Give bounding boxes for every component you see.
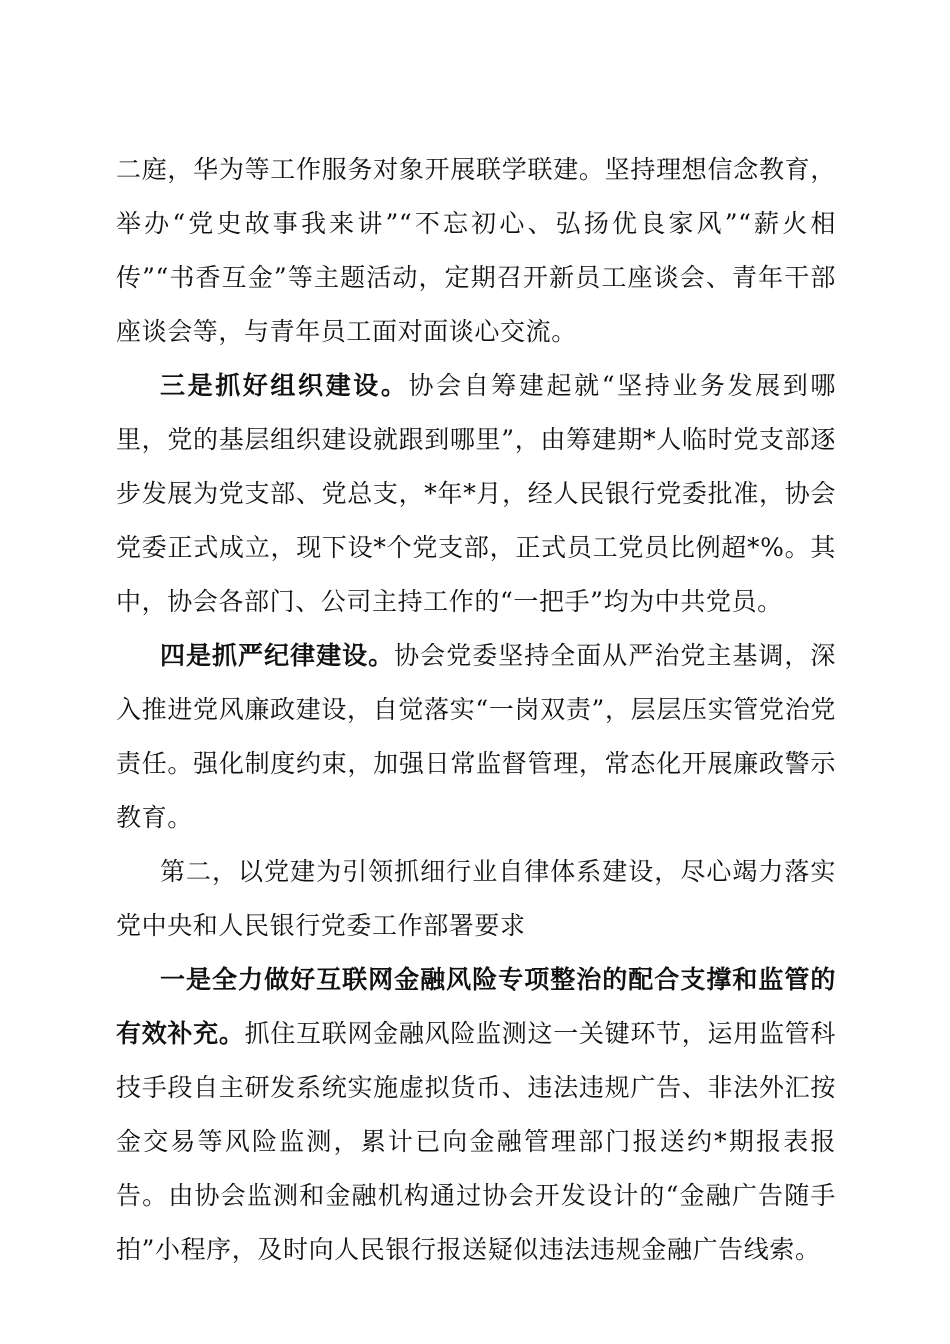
paragraph-text: 抓住互联网金融风险监测这一关键环节，运用监管科技手段自主研发系统实施虚拟货币、违法违规广告、非法外汇按金交易等风险监测，累计已向金融管理部门报送约*期报表报告。由协会监测和金融机构通过协会开发设计的“金融广告随手拍”小程序，及时向人民银行报送疑似违法违规金融广告线索。: [116, 1019, 836, 1264]
paragraph-text: 协会党委坚持全面从严治党主基调，深入推进党风廉政建设，自觉落实“一岗双责”，层层压实管党治党责任。强化制度约束，加强日常监督管理，常态化开展廉政警示教育。: [116, 641, 837, 832]
paragraph-lead: 三是抓好组织建设。: [160, 371, 409, 400]
paragraph-organization-building: [116, 359, 836, 629]
paragraph-lead: 四是抓严纪律建设。: [160, 641, 395, 670]
heading-text: 第二，以党建为引领抓细行业自律体系建设，尽心竭力落实党中央和人民银行党委工作部署要求: [116, 857, 836, 940]
paragraph-continuation: [116, 143, 836, 359]
document-body: [116, 143, 836, 1277]
section-heading-second: [116, 845, 836, 953]
paragraph-text: 协会自筹建起就“坚持业务发展到哪里，党的基层组织建设就跟到哪里”，由筹建期*人临时党支部逐步发展为党支部、党总支，*年*月，经人民银行党委批准，协会党委正式成立，现下设*个党支部，正式员工党员比例超*%。其中，协会各部门、公司主持工作的“一把手”均为中共党员。: [116, 371, 836, 616]
paragraph-text: 二庭，华为等工作服务对象开展联学联建。坚持理想信念教育，举办“党史故事我来讲”“不忘初心、弘扬优良家风”“薪火相传”“书香互金”等主题活动，定期召开新员工座谈会、青年干部座谈会等，与青年员工面对面谈心交流。: [116, 155, 836, 346]
paragraph-lead: 一是全力做好互联网金融风险专项整治的配合支撑和监管的有效补充。: [116, 965, 836, 1048]
paragraph-risk-rectification: [116, 953, 836, 1277]
paragraph-discipline-building: [116, 629, 836, 845]
